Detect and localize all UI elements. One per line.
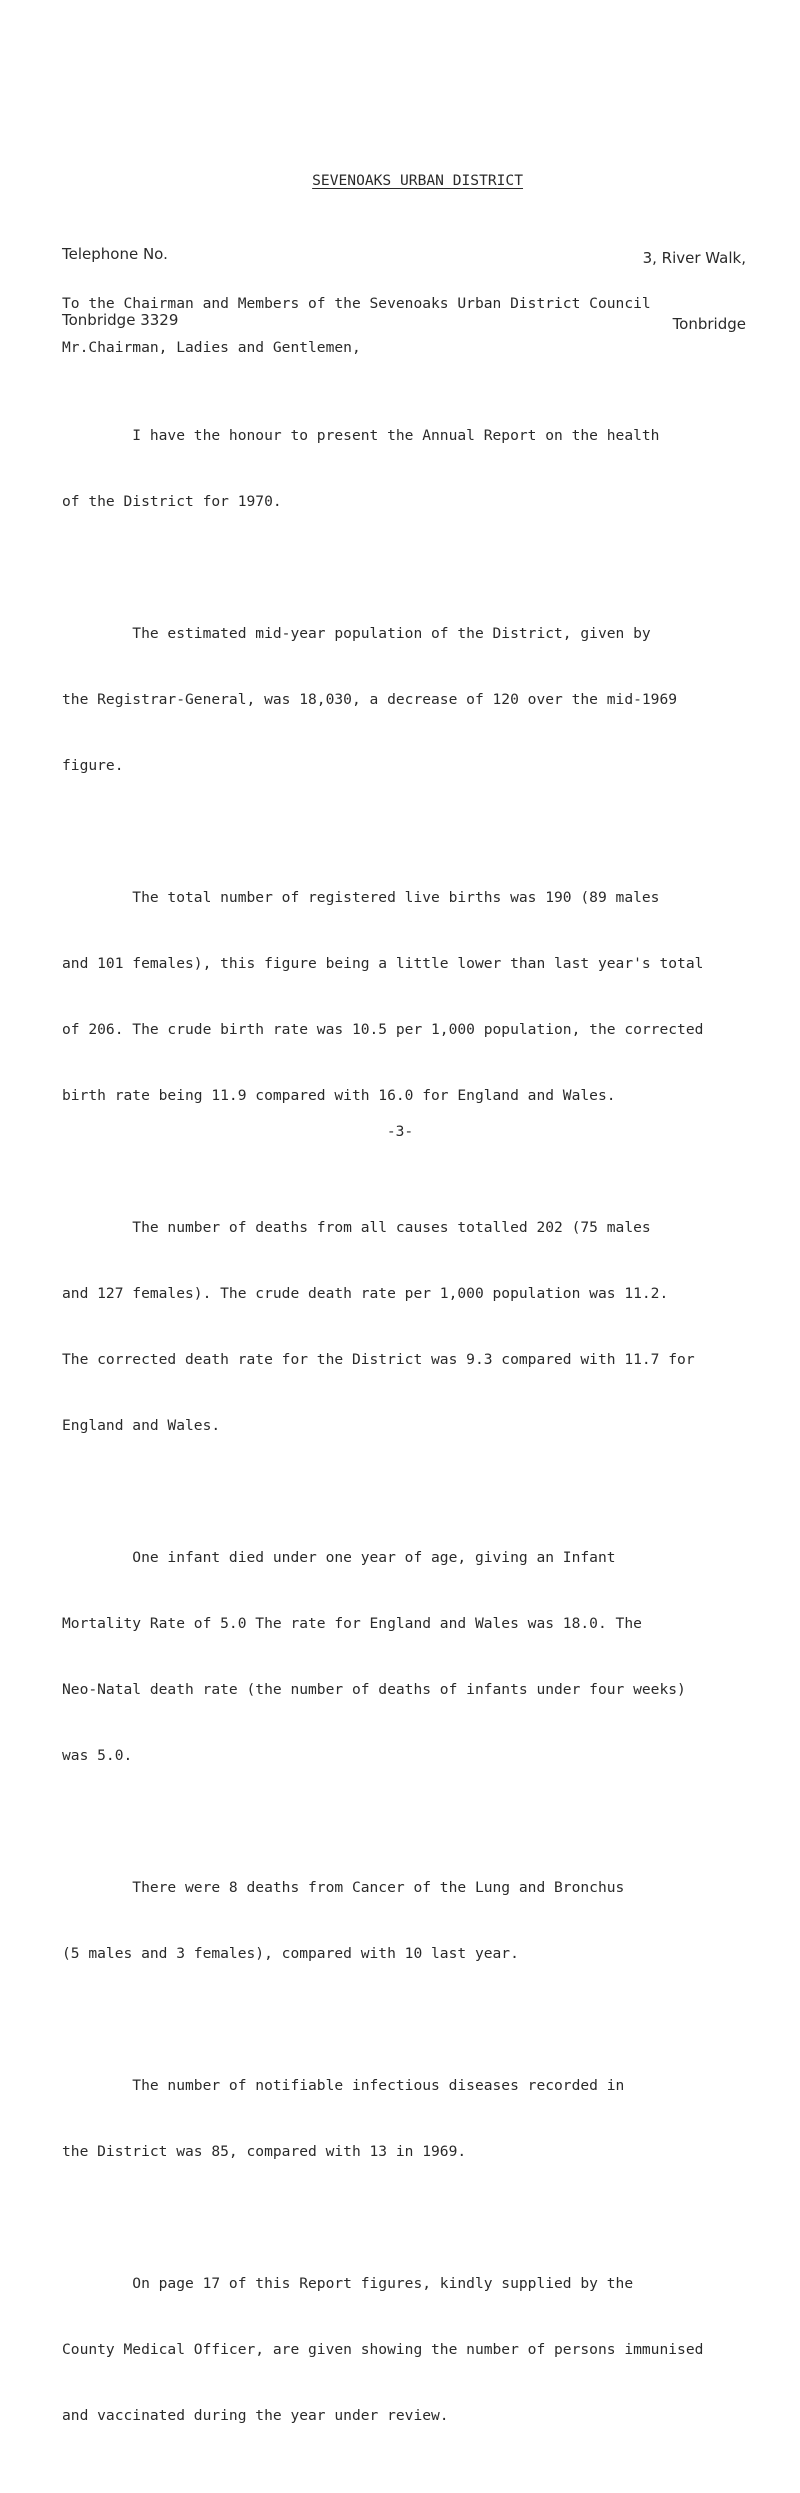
- letter-body: [62, 293, 762, 2493]
- address-line-1: 3, River Walk,: [642, 249, 746, 267]
- telephone-label: Telephone No.: [62, 245, 168, 263]
- paragraph-line: The number of deaths from all causes totalled 202 (75 males: [62, 1219, 651, 1236]
- paragraph-line: I have the honour to present the Annual Report on the health: [62, 427, 660, 444]
- paragraph-line: The number of notifiable infectious diseases recorded in: [62, 2077, 625, 2094]
- salutation-line: Mr.Chairman, Ladies and Gentlemen,: [62, 339, 361, 356]
- telephone-number: Tonbridge 3329: [62, 311, 179, 329]
- paragraph-line: The estimated mid-year population of the District, given by: [62, 625, 651, 642]
- paragraph-cancer: [62, 1833, 762, 2009]
- paragraph-line: figure.: [62, 757, 124, 774]
- paragraph-line: birth rate being 11.9 compared with 16.0 for England and Wales.: [62, 1087, 616, 1104]
- paragraph-line: was 5.0.: [62, 1747, 133, 1764]
- paragraph-line: (5 males and 3 females), compared with 10 last year.: [62, 1945, 519, 1962]
- paragraph-population: [62, 579, 762, 821]
- paragraph-line: Neo-Natal death rate (the number of deaths of infants under four weeks): [62, 1681, 686, 1698]
- district-title-text: SEVENOAKS URBAN DISTRICT: [312, 172, 524, 189]
- paragraph-line: the District was 85, compared with 13 in 1969.: [62, 2143, 467, 2160]
- paragraph-line: There were 8 deaths from Cancer of the Lung and Bronchus: [62, 1879, 625, 1896]
- paragraph-line: of the District for 1970.: [62, 493, 282, 510]
- paragraph-honour: [62, 381, 762, 557]
- paragraph-line: England and Wales.: [62, 1417, 221, 1434]
- paragraph-infectious-diseases: [62, 2031, 762, 2207]
- paragraph-line: and 101 females), this figure being a little lower than last year's total: [62, 955, 704, 972]
- paragraph-line: County Medical Officer, are given showing the number of persons immunised: [62, 2341, 704, 2358]
- paragraph-deaths: [62, 1173, 762, 1481]
- paragraph-line: The corrected death rate for the District was 9.3 compared with 11.7 for: [62, 1351, 695, 1368]
- paragraph-line: On page 17 of this Report figures, kindly supplied by the: [62, 2275, 634, 2292]
- paragraph-line: One infant died under one year of age, giving an Infant: [62, 1549, 616, 1566]
- paragraph-line: Mortality Rate of 5.0 The rate for England and Wales was 18.0. The: [62, 1615, 642, 1632]
- paragraph-line: and vaccinated during the year under review.: [62, 2407, 449, 2424]
- paragraph-infant-mortality: [62, 1503, 762, 1811]
- paragraph-immunisation: [62, 2229, 762, 2471]
- page-number: -3-: [386, 1123, 414, 1140]
- paragraph-line: of 206. The crude birth rate was 10.5 per 1,000 population, the corrected: [62, 1021, 704, 1038]
- addressee-line: To the Chairman and Members of the Sevenoaks Urban District Council: [62, 295, 651, 312]
- paragraph-line: and 127 females). The crude death rate per 1,000 population was 11.2.: [62, 1285, 669, 1302]
- paragraph-line: The total number of registered live births was 190 (89 males: [62, 889, 660, 906]
- address-line-2: Tonbridge: [672, 315, 746, 333]
- paragraph-births: [62, 843, 762, 1151]
- paragraph-line: the Registrar-General, was 18,030, a decrease of 120 over the mid-1969: [62, 691, 678, 708]
